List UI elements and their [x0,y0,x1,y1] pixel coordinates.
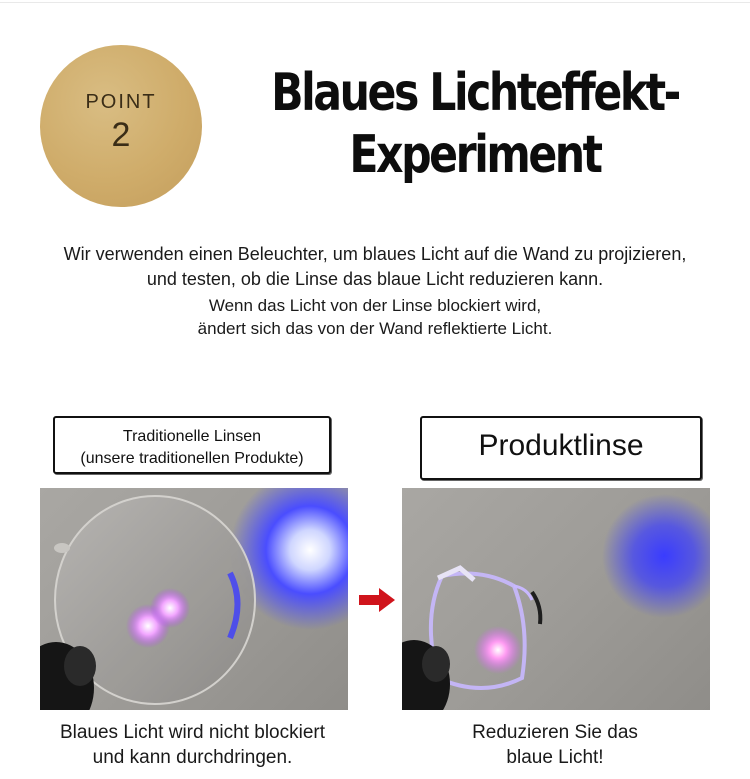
product-lens-photo [402,488,710,710]
intro-text-secondary [0,294,750,340]
traditional-caption-line-2: und kann durchdringen. [92,747,293,768]
traditional-lens-photo [40,488,348,710]
badge-number: 2 [111,116,131,154]
title-line-2: Experiment [349,125,601,185]
product-lens-label: Produktlinse [420,416,702,480]
traditional-lens-label-line-1: Traditionelle Linsen [122,428,262,445]
badge-word: POINT [85,91,157,113]
traditional-lens-label-line-2: (unsere traditionellen Produkte) [80,450,304,467]
top-divider [0,2,750,3]
intro-text [0,242,750,292]
intro-line-2: und testen, ob die Linse das blaue Licht reduzieren kann. [146,269,604,289]
intro-line-1: Wir verwenden einen Beleuchter, um blaues Licht auf die Wand zu projizieren, [63,244,687,264]
product-caption-line-1: Reduzieren Sie das [472,722,638,743]
right-arrow-icon [357,586,397,619]
traditional-lens-caption [20,720,365,770]
title-line-1: Blaues Lichteffekt- [271,63,679,123]
intro-line-4: ändert sich das von der Wand reflektierte Licht. [197,319,553,338]
product-lens-caption [400,720,710,770]
traditional-caption-line-1: Blaues Licht wird nicht blockiert [59,722,326,743]
traditional-lens-label [53,416,331,474]
page-title [270,62,680,186]
point-badge [40,45,202,207]
product-caption-line-2: blaue Licht! [506,747,604,768]
intro-line-3: Wenn das Licht von der Linse blockiert wird, [208,296,542,315]
